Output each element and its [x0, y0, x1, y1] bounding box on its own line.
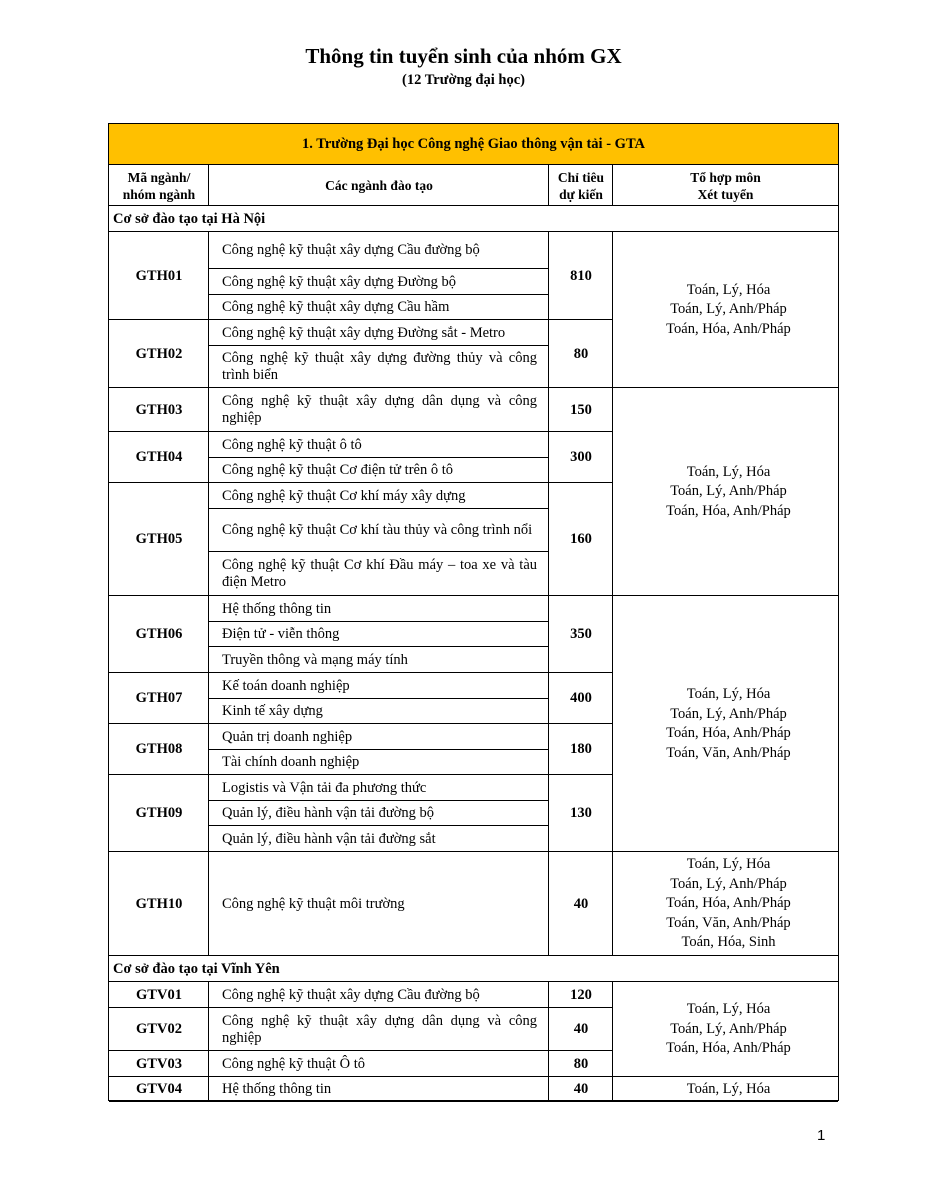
major-name: Công nghệ kỹ thuật Cơ khí Đầu máy – toa xe và tàu điện Metro — [222, 557, 537, 590]
major-group-code: GTV04 — [136, 1081, 182, 1097]
major-name: Truyền thông và mạng máy tính — [222, 651, 408, 668]
subject-combination: Toán, Lý, Hóa — [686, 1080, 771, 1097]
major-name: Logistis và Vận tải đa phương thức — [222, 779, 427, 796]
header-combo-line1: Tổ hợp môn — [690, 169, 761, 185]
major-name: Công nghệ kỹ thuật xây dựng đường thủy và công trình biển — [222, 350, 537, 383]
table-gridline — [548, 775, 549, 852]
major-name: Công nghệ kỹ thuật Cơ điện tử trên ô tô — [222, 462, 453, 478]
table-gridline — [548, 432, 549, 483]
major-name: Quản lý, điều hành vận tải đường sắt — [222, 830, 436, 847]
quota-value: 160 — [570, 531, 592, 547]
subject-combination: Toán, Hóa, Anh/Pháp — [666, 502, 791, 519]
quota-value: 150 — [570, 401, 592, 418]
header-quota — [549, 165, 613, 206]
major-name: Công nghệ kỹ thuật xây dựng Đường bộ — [222, 273, 457, 290]
major-group-code: GTH07 — [135, 690, 183, 706]
table-gridline — [548, 1051, 549, 1077]
table-gridline — [208, 432, 209, 483]
quota-value: 80 — [573, 1055, 589, 1072]
subject-combinations — [613, 232, 838, 388]
major-group-code: GTH10 — [135, 895, 183, 912]
quota-value: 40 — [573, 1021, 589, 1037]
table-gridline — [548, 724, 549, 775]
quota-value: 80 — [573, 345, 589, 362]
major-group-code: GTV03 — [136, 1055, 182, 1072]
table-gridline — [208, 483, 209, 596]
header-code-line1: Mã ngành/ — [127, 169, 191, 185]
page-number: 1 — [817, 1127, 826, 1144]
quota-value: 40 — [573, 895, 589, 912]
table-gridline — [548, 673, 549, 724]
subject-combinations — [613, 982, 838, 1077]
major-group-code: GTH05 — [135, 531, 183, 547]
quota-value: 180 — [570, 741, 592, 757]
quota-value: 810 — [570, 267, 592, 284]
major-name: Công nghệ kỹ thuật xây dựng Cầu đường bộ — [222, 986, 480, 1003]
quota-value: 40 — [573, 1081, 589, 1097]
major-group-code: GTH04 — [135, 449, 183, 465]
quota-value: 300 — [570, 449, 592, 465]
table-gridline — [548, 483, 549, 596]
table-gridline — [208, 320, 209, 388]
table-gridline — [548, 232, 549, 320]
major-group-code: GTV02 — [136, 1021, 182, 1037]
major-name: Điện tử - viễn thông — [222, 626, 340, 642]
table-gridline — [208, 982, 209, 1008]
major-name: Hệ thống thông tin — [222, 1081, 332, 1097]
subject-combination: Toán, Lý, Hóa — [686, 463, 771, 480]
subject-combination: Toán, Hóa, Anh/Pháp — [666, 320, 791, 337]
major-name: Quản trị doanh nghiệp — [222, 728, 353, 745]
subject-combinations — [613, 852, 838, 956]
major-name: Công nghệ kỹ thuật xây dựng dân dụng và công nghiệp — [222, 1012, 537, 1046]
header-combos — [613, 165, 838, 206]
quota-value: 130 — [570, 805, 592, 821]
major-name: Kế toán doanh nghiệp — [222, 677, 350, 694]
major-group-code: GTH02 — [135, 345, 183, 362]
quota-value: 120 — [570, 986, 592, 1003]
table-gridline — [613, 1101, 838, 1102]
table-gridline — [208, 724, 209, 775]
table-gridline — [548, 852, 549, 956]
major-name: Công nghệ kỹ thuật Cơ khí tàu thủy và công trình nổi — [222, 522, 533, 538]
table-gridline — [548, 982, 549, 1008]
subject-combination: Toán, Hóa, Anh/Pháp — [666, 725, 791, 741]
major-name: Công nghệ kỹ thuật xây dựng dân dụng và công nghiệp — [222, 393, 537, 426]
subject-combination: Toán, Lý, Anh/Pháp — [670, 483, 787, 500]
header-quota-line2: dự kiến — [559, 186, 603, 202]
header-code — [109, 165, 209, 206]
table-gridline — [208, 1008, 209, 1051]
quota-value: 400 — [570, 690, 592, 706]
major-group-code: GTH08 — [135, 741, 183, 757]
subject-combination: Toán, Lý, Anh/Pháp — [670, 705, 787, 722]
major-name: Công nghệ kỹ thuật môi trường — [222, 895, 405, 912]
subject-combination: Toán, Lý, Anh/Pháp — [670, 1020, 787, 1037]
page-title: Thông tin tuyển sinh của nhóm GX — [305, 44, 622, 68]
subject-combination: Toán, Lý, Hóa — [686, 1001, 771, 1018]
major-name: Công nghệ kỹ thuật Cơ khí máy xây dựng — [222, 487, 466, 504]
table-gridline — [208, 775, 209, 852]
subject-combination: Toán, Lý, Anh/Pháp — [670, 301, 787, 318]
table-gridline — [208, 1051, 209, 1077]
table-gridline — [208, 596, 209, 673]
school-heading: 1. Trường Đại học Công nghệ Giao thông vận tải - GTA — [109, 124, 838, 164]
subject-combination: Toán, Hóa, Anh/Pháp — [666, 1040, 791, 1057]
table-gridline — [208, 1077, 209, 1102]
major-name: Công nghệ kỹ thuật xây dựng Đường sắt - Metro — [222, 324, 506, 341]
subject-combination: Toán, Văn, Anh/Pháp — [666, 914, 791, 931]
major-group-code: GTH06 — [135, 626, 183, 642]
subject-combination: Toán, Hóa, Sinh — [681, 934, 776, 951]
subject-combinations — [613, 596, 838, 852]
subject-combinations — [613, 1077, 838, 1102]
subject-combination: Toán, Lý, Hóa — [686, 686, 771, 702]
table-gridline — [109, 1101, 613, 1102]
major-name: Công nghệ kỹ thuật xây dựng Cầu hầm — [222, 299, 450, 315]
table-gridline — [548, 596, 549, 673]
subject-combination: Toán, Hóa, Anh/Pháp — [666, 895, 791, 912]
major-name: Quản lý, điều hành vận tải đường bộ — [222, 805, 435, 821]
major-name: Tài chính doanh nghiệp — [222, 754, 360, 770]
subject-combinations — [613, 388, 838, 596]
table-gridline — [548, 320, 549, 388]
table-gridline — [208, 852, 209, 956]
major-name: Công nghệ kỹ thuật Ô tô — [222, 1055, 365, 1072]
major-group-code: GTH03 — [135, 401, 183, 418]
section-title: Cơ sở đào tạo tại Hà Nội — [113, 210, 266, 227]
major-group-code: GTV01 — [136, 986, 182, 1003]
table-gridline — [548, 1008, 549, 1051]
table-gridline — [208, 673, 209, 724]
header-combo-line2: Xét tuyển — [697, 186, 754, 202]
table-gridline — [548, 388, 549, 432]
major-name: Kinh tế xây dựng — [222, 703, 323, 719]
major-group-code: GTH09 — [135, 805, 183, 821]
subject-combination: Toán, Lý, Hóa — [686, 281, 771, 298]
major-name: Công nghệ kỹ thuật xây dựng Cầu đường bộ — [222, 242, 480, 258]
major-name: Công nghệ kỹ thuật ô tô — [222, 436, 362, 453]
table-gridline — [208, 232, 209, 320]
section-title: Cơ sở đào tạo tại Vĩnh Yên — [113, 960, 280, 977]
major-group-code: GTH01 — [135, 267, 183, 284]
subject-combination: Toán, Lý, Hóa — [686, 856, 771, 873]
header-code-line2: nhóm ngành — [122, 186, 196, 202]
table-gridline — [548, 1077, 549, 1102]
header-quota-line1: Chỉ tiêu — [557, 169, 605, 185]
major-name: Hệ thống thông tin — [222, 600, 332, 617]
header-majors: Các ngành đào tạo — [325, 178, 433, 193]
table-gridline — [208, 388, 209, 432]
page-subtitle: (12 Trường đại học) — [402, 72, 525, 88]
subject-combination: Toán, Lý, Anh/Pháp — [670, 875, 787, 892]
quota-value: 350 — [570, 626, 592, 642]
admissions-table — [108, 123, 839, 1101]
subject-combination: Toán, Văn, Anh/Pháp — [666, 744, 791, 761]
